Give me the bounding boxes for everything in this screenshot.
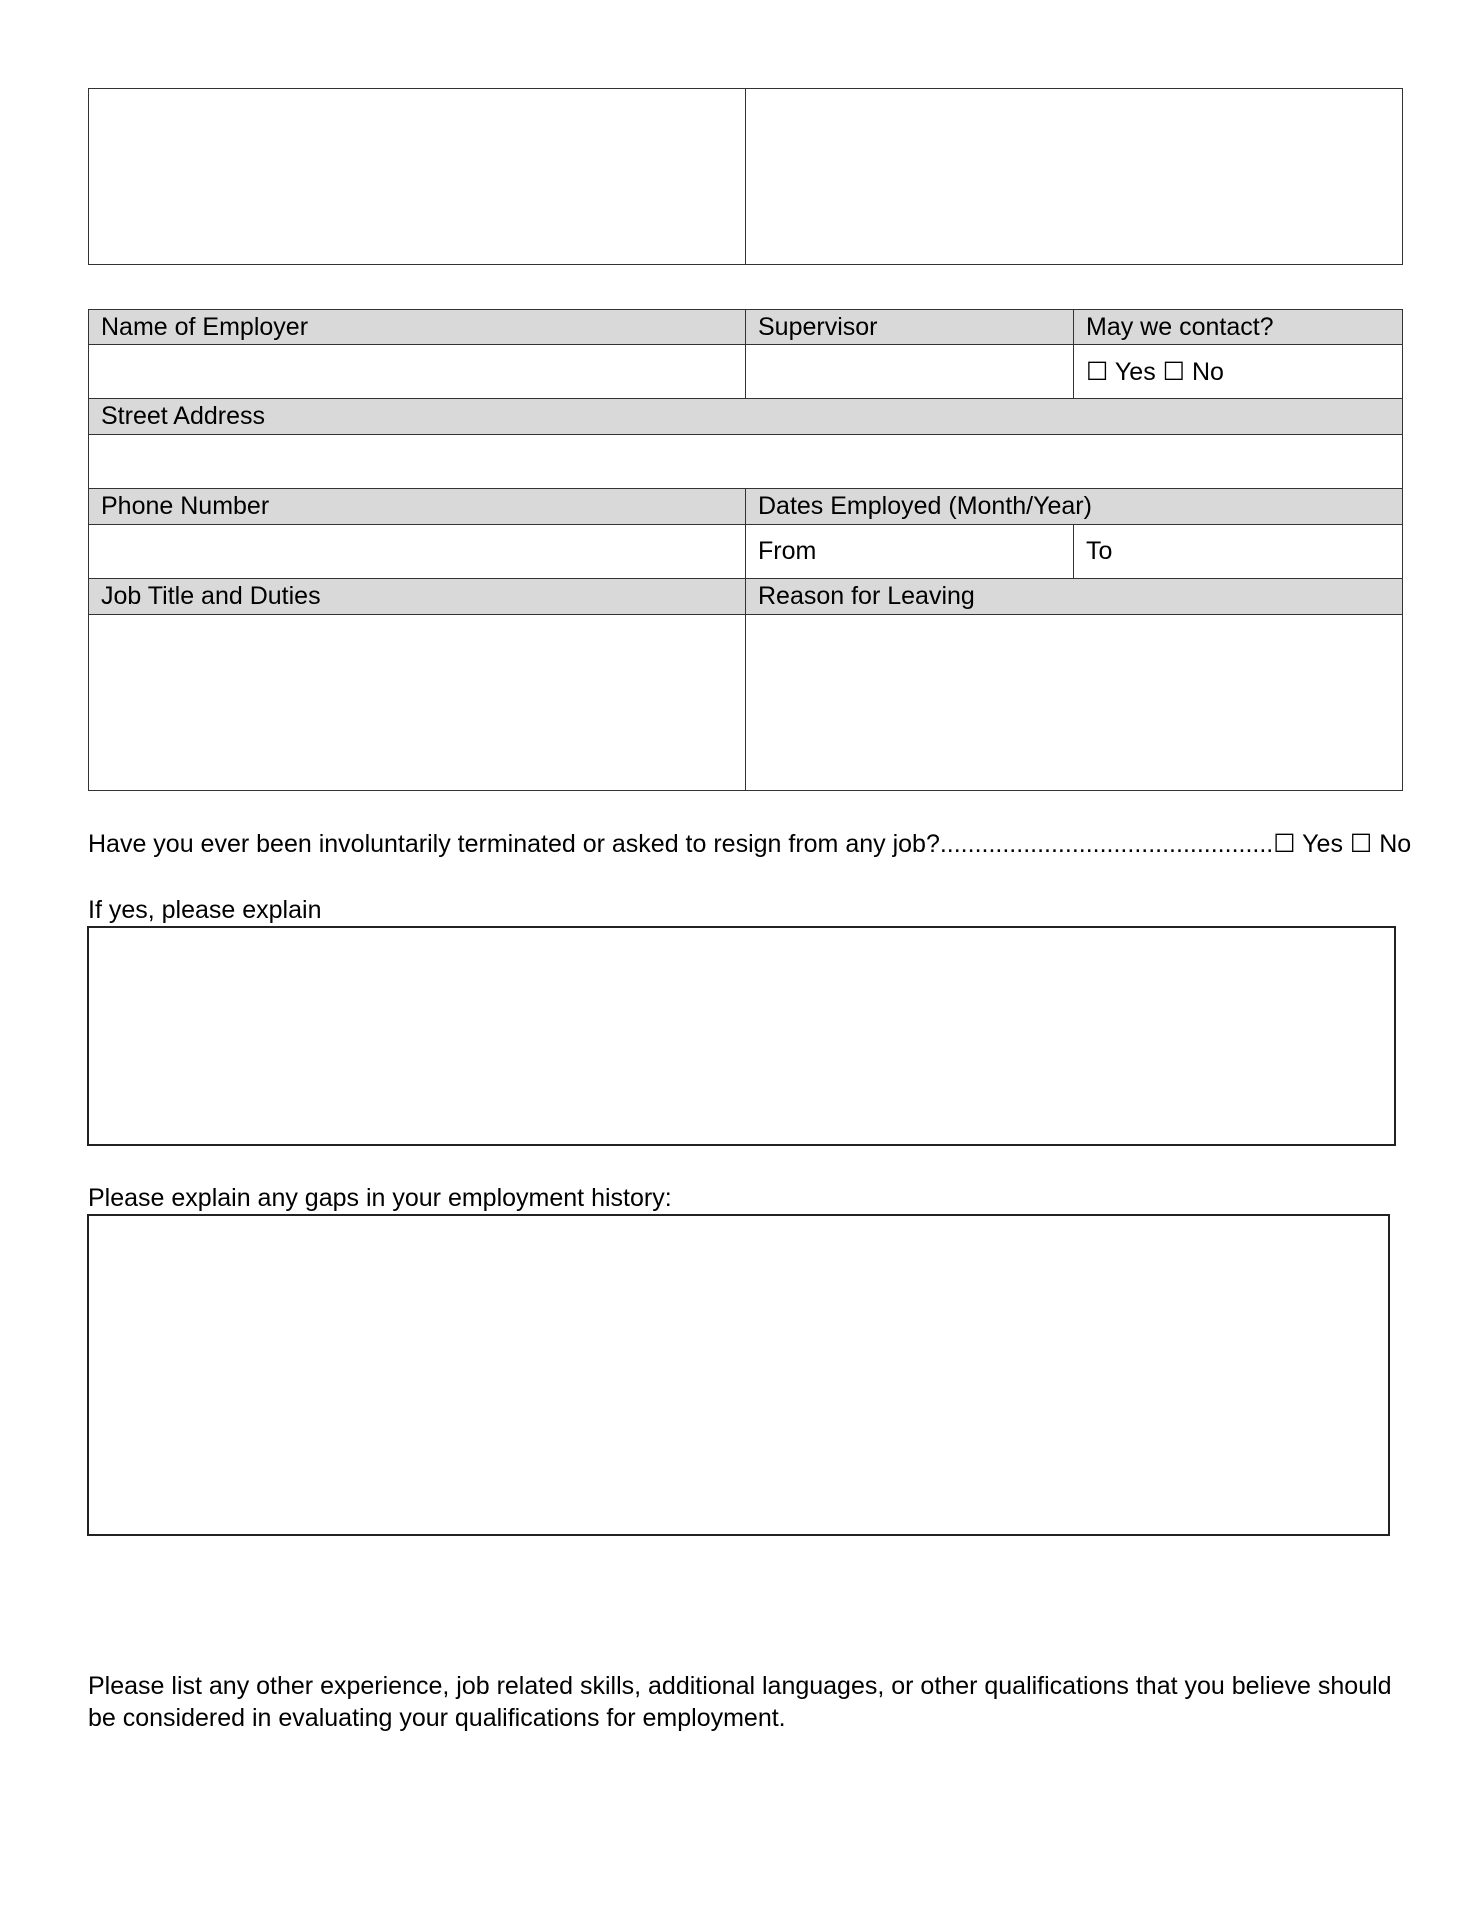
dates-from-field[interactable]: From	[746, 525, 1074, 579]
reason-for-leaving-label: Reason for Leaving	[746, 579, 1403, 615]
phone-number-field[interactable]	[89, 525, 746, 579]
other-experience-paragraph	[88, 1670, 1418, 1734]
termination-question	[88, 829, 1412, 859]
dates-to-field[interactable]: To	[1074, 525, 1403, 579]
supervisor-field[interactable]	[746, 345, 1074, 399]
explain-label: If yes, please explain	[88, 896, 322, 924]
street-address-field[interactable]	[89, 435, 1403, 489]
top-left-box[interactable]	[88, 88, 746, 265]
employer-table	[88, 309, 1403, 791]
gaps-textbox[interactable]	[87, 1214, 1390, 1536]
explain-textbox[interactable]	[87, 926, 1396, 1146]
phone-number-label: Phone Number	[89, 489, 746, 525]
name-of-employer-field[interactable]	[89, 345, 746, 399]
termination-checkboxes[interactable]: ☐ Yes ☐ No	[1273, 830, 1412, 858]
gaps-label: Please explain any gaps in your employment history:	[88, 1184, 672, 1212]
termination-question-text: Have you ever been involuntarily terminated or asked to resign from any job?................................................	[88, 830, 1274, 858]
name-of-employer-label: Name of Employer	[89, 310, 746, 345]
job-title-duties-field[interactable]	[89, 615, 746, 791]
may-we-contact-checkboxes[interactable]: ☐ Yes ☐ No	[1074, 345, 1403, 399]
street-address-label: Street Address	[89, 399, 1403, 435]
top-right-box[interactable]	[745, 88, 1403, 265]
supervisor-label: Supervisor	[746, 310, 1074, 345]
may-we-contact-label: May we contact?	[1074, 310, 1403, 345]
other-experience-line2: be considered in evaluating your qualifications for employment.	[88, 1704, 786, 1732]
job-title-duties-label: Job Title and Duties	[89, 579, 746, 615]
reason-for-leaving-field[interactable]	[746, 615, 1403, 791]
dates-employed-label: Dates Employed (Month/Year)	[746, 489, 1403, 525]
other-experience-line1: Please list any other experience, job related skills, additional languages, or other qualifications that you believe should	[88, 1672, 1392, 1700]
